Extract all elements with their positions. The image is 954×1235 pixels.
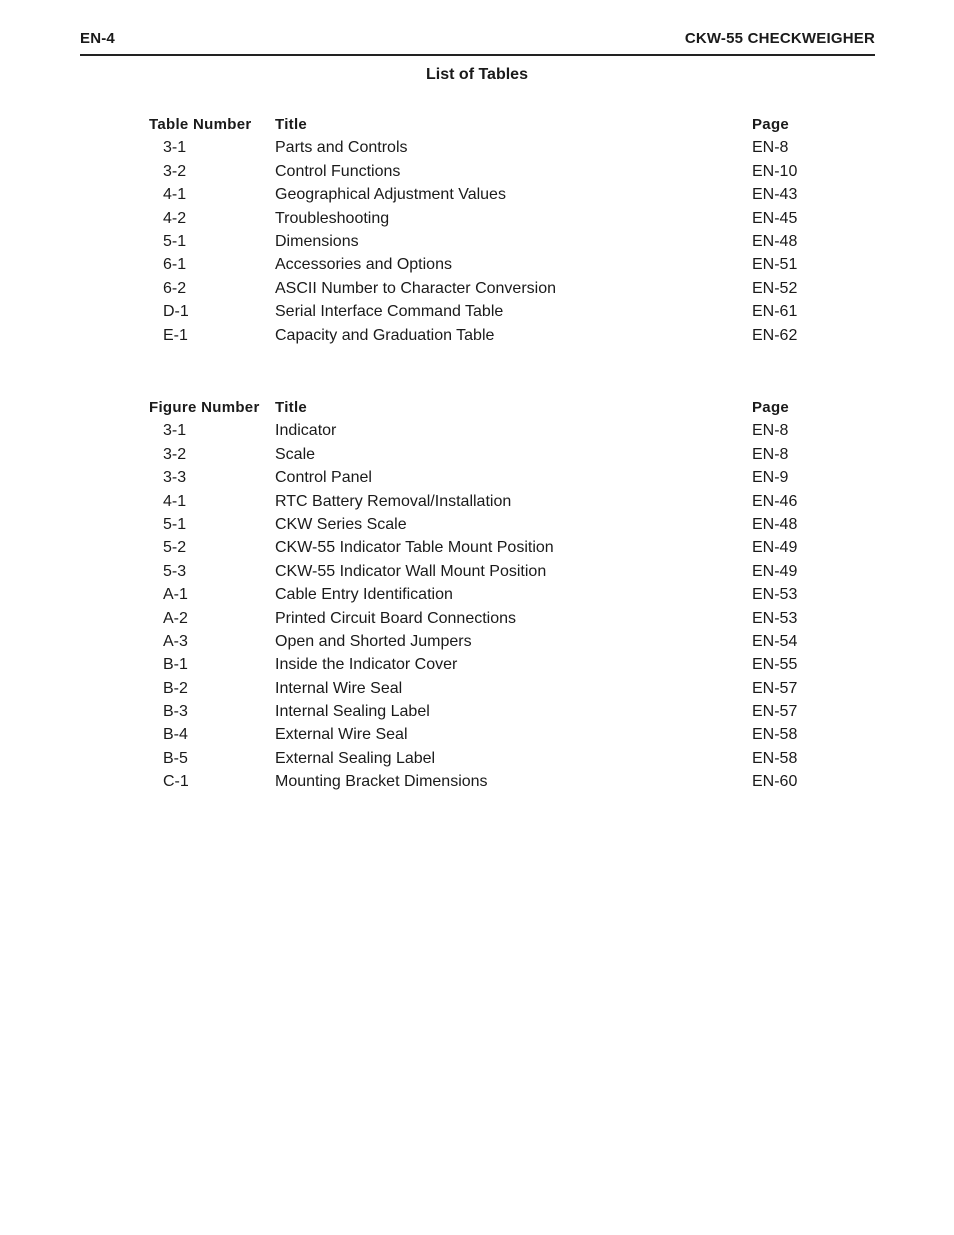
table-entry-row — [149, 183, 809, 206]
entry-number: 3-2 — [163, 162, 187, 180]
figure-entry-row — [149, 747, 809, 770]
entry-page: EN-8 — [752, 445, 789, 463]
entry-title: Inside the Indicator Cover — [275, 656, 458, 674]
entry-page: EN-9 — [752, 469, 789, 487]
figure-entry-row — [149, 583, 809, 606]
figure-entry-row — [149, 490, 809, 513]
page-number: EN-4 — [80, 30, 115, 47]
figure-number-header: Figure Number — [149, 399, 260, 416]
page-title: List of Tables — [426, 66, 528, 83]
entry-page: EN-54 — [752, 632, 798, 650]
table-entry-row — [149, 160, 809, 183]
entry-number: 3-3 — [163, 469, 187, 487]
entry-number: 4-1 — [163, 186, 187, 204]
entry-title: Serial Interface Command Table — [275, 303, 504, 321]
entry-title: Dimensions — [275, 232, 359, 250]
entry-number: B-3 — [163, 703, 188, 721]
entry-page: EN-49 — [752, 539, 798, 557]
figure-entry-row — [149, 770, 809, 793]
entry-title: Scale — [275, 445, 316, 463]
entry-page: EN-10 — [752, 162, 798, 180]
entry-title: External Wire Seal — [275, 726, 408, 744]
entry-title: Indicator — [275, 422, 337, 440]
table-entry-row — [149, 324, 809, 347]
figure-entry-row — [149, 560, 809, 583]
table-number-header: Table Number — [149, 116, 252, 133]
tables-header-row — [149, 113, 809, 136]
page-header — [80, 28, 875, 56]
figure-entry-row — [149, 443, 809, 466]
entry-page: EN-61 — [752, 303, 798, 321]
title-header: Title — [275, 116, 308, 133]
entry-page: EN-51 — [752, 256, 798, 274]
entry-page: EN-8 — [752, 139, 789, 157]
figure-entry-row — [149, 723, 809, 746]
table-entry-row — [149, 277, 809, 300]
figure-entry-row — [149, 677, 809, 700]
entry-title: Printed Circuit Board Connections — [275, 609, 517, 627]
entry-number: 5-3 — [163, 562, 187, 580]
entry-title: Open and Shorted Jumpers — [275, 632, 472, 650]
table-entry-row — [149, 230, 809, 253]
entry-number: 4-2 — [163, 209, 187, 227]
entry-number: 5-1 — [163, 515, 187, 533]
entry-page: EN-58 — [752, 726, 798, 744]
entry-title: Internal Wire Seal — [275, 679, 403, 697]
figure-entry-row — [149, 630, 809, 653]
entry-number: 3-1 — [163, 139, 187, 157]
entry-number: E-1 — [163, 326, 188, 344]
page-header-label: Page — [752, 399, 790, 416]
figure-entry-row — [149, 536, 809, 559]
entry-page: EN-58 — [752, 749, 798, 767]
entry-title: CKW Series Scale — [275, 515, 407, 533]
entry-number: B-1 — [163, 656, 188, 674]
title-header: Title — [275, 399, 308, 416]
entry-page: EN-53 — [752, 609, 798, 627]
entry-number: 5-1 — [163, 232, 187, 250]
entry-number: A-2 — [163, 609, 188, 627]
entry-page: EN-48 — [752, 232, 798, 250]
entry-page: EN-43 — [752, 186, 798, 204]
tables-list — [149, 113, 809, 347]
entry-title: Troubleshooting — [275, 209, 390, 227]
entry-title: Parts and Controls — [275, 139, 408, 157]
figure-entry-row — [149, 700, 809, 723]
entry-number: A-1 — [163, 586, 188, 604]
entry-number: B-5 — [163, 749, 188, 767]
entry-title: Mounting Bracket Dimensions — [275, 773, 488, 791]
entry-title: Capacity and Graduation Table — [275, 326, 495, 344]
table-entry-row — [149, 300, 809, 323]
figures-list — [149, 396, 809, 794]
entry-page: EN-60 — [752, 773, 798, 791]
entry-number: A-3 — [163, 632, 188, 650]
table-entry-row — [149, 253, 809, 276]
entry-number: 3-2 — [163, 445, 187, 463]
table-entry-row — [149, 207, 809, 230]
entry-page: EN-62 — [752, 326, 798, 344]
document-title: CKW-55 CHECKWEIGHER — [684, 30, 875, 47]
figure-entry-row — [149, 466, 809, 489]
entry-title: ASCII Number to Character Conversion — [275, 279, 556, 297]
entry-page: EN-57 — [752, 679, 798, 697]
entry-number: B-4 — [163, 726, 188, 744]
entry-title: Accessories and Options — [275, 256, 452, 274]
entry-number: B-2 — [163, 679, 188, 697]
entry-number: 5-2 — [163, 539, 187, 557]
entry-title: RTC Battery Removal/Installation — [275, 492, 512, 510]
entry-number: 4-1 — [163, 492, 187, 510]
entry-page: EN-46 — [752, 492, 798, 510]
figure-entry-row — [149, 653, 809, 676]
figure-entry-row — [149, 607, 809, 630]
entry-page: EN-57 — [752, 703, 798, 721]
entry-page: EN-45 — [752, 209, 798, 227]
entry-number: 3-1 — [163, 422, 187, 440]
entry-number: 6-2 — [163, 279, 187, 297]
entry-page: EN-52 — [752, 279, 798, 297]
figure-entry-row — [149, 419, 809, 442]
entry-title: Control Functions — [275, 162, 401, 180]
entry-title: External Sealing Label — [275, 749, 436, 767]
entry-number: D-1 — [163, 303, 189, 321]
entry-title: Control Panel — [275, 469, 372, 487]
entry-title: Internal Sealing Label — [275, 703, 430, 721]
entry-number: 6-1 — [163, 256, 187, 274]
entry-page: EN-48 — [752, 515, 798, 533]
table-entry-row — [149, 136, 809, 159]
entry-title: CKW-55 Indicator Wall Mount Position — [275, 562, 547, 580]
entry-number: C-1 — [163, 773, 189, 791]
entry-title: CKW-55 Indicator Table Mount Position — [275, 539, 554, 557]
entry-page: EN-8 — [752, 422, 789, 440]
entry-page: EN-49 — [752, 562, 798, 580]
entry-title: Cable Entry Identification — [275, 586, 453, 604]
page-header-label: Page — [752, 116, 790, 133]
entry-title: Geographical Adjustment Values — [275, 186, 506, 204]
entry-page: EN-53 — [752, 586, 798, 604]
figures-header-row — [149, 396, 809, 419]
figure-entry-row — [149, 513, 809, 536]
entry-page: EN-55 — [752, 656, 798, 674]
